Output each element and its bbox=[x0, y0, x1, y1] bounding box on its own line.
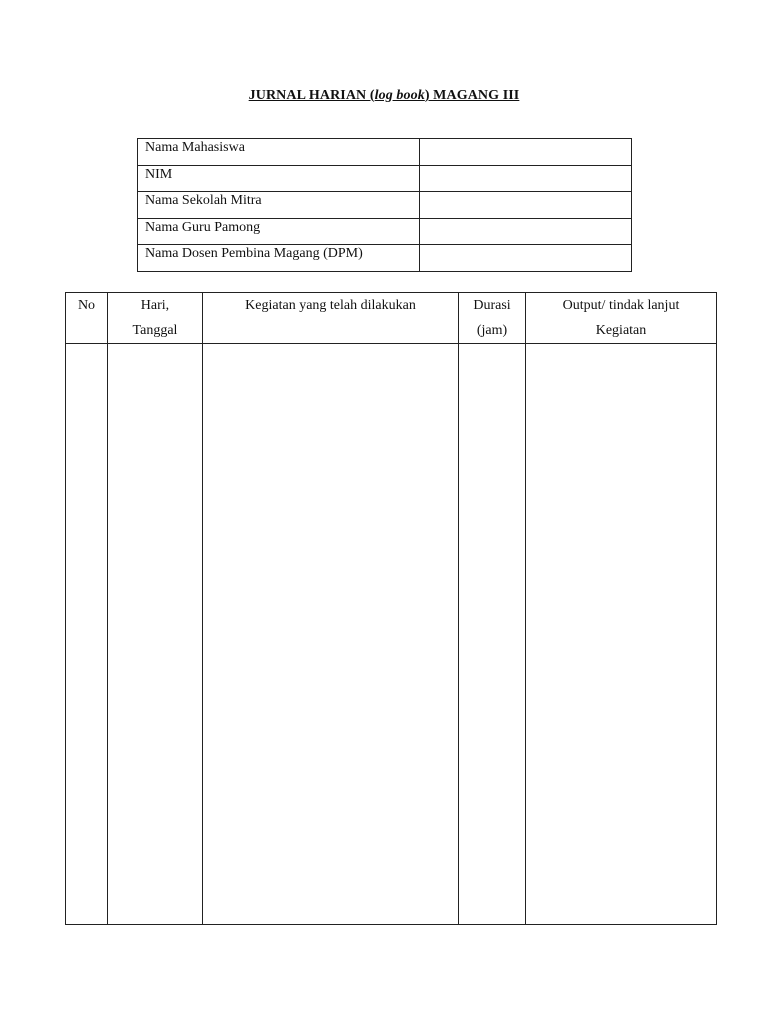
header-output-kegiatan-text: Kegiatan bbox=[595, 323, 647, 338]
logbook-table bbox=[65, 292, 717, 925]
title-italic: log book bbox=[374, 88, 425, 103]
header-output bbox=[526, 293, 717, 344]
title-part-2: ) MAGANG III bbox=[424, 88, 520, 103]
header-hari-text: Hari, bbox=[140, 298, 170, 313]
header-hari-tanggal bbox=[108, 293, 203, 344]
header-kegiatan bbox=[203, 293, 459, 344]
value-guru-pamong[interactable] bbox=[420, 218, 632, 245]
identity-row-guru-pamong bbox=[138, 218, 632, 245]
entry-kegiatan[interactable] bbox=[203, 344, 459, 925]
logbook-header-row bbox=[66, 293, 717, 344]
entry-output[interactable] bbox=[526, 344, 717, 925]
entry-no[interactable] bbox=[66, 344, 108, 925]
identity-row-nim bbox=[138, 165, 632, 192]
header-kegiatan-text: Kegiatan yang telah dilakukan bbox=[245, 298, 416, 313]
label-sekolah-mitra: Nama Sekolah Mitra bbox=[138, 192, 420, 219]
entry-durasi[interactable] bbox=[459, 344, 526, 925]
header-no-text: No bbox=[77, 298, 96, 313]
header-tanggal-text: Tanggal bbox=[132, 323, 178, 338]
label-guru-pamong: Nama Guru Pamong bbox=[138, 218, 420, 245]
value-nim[interactable] bbox=[420, 165, 632, 192]
identity-row-dpm bbox=[138, 245, 632, 272]
header-durasi bbox=[459, 293, 526, 344]
header-jam-text: (jam) bbox=[476, 323, 508, 338]
header-output-text: Output/ tindak lanjut bbox=[562, 298, 680, 313]
label-dpm: Nama Dosen Pembina Magang (DPM) bbox=[138, 245, 420, 272]
document-title bbox=[0, 88, 768, 104]
title-part-1: JURNAL HARIAN ( bbox=[248, 88, 375, 103]
label-nim: NIM bbox=[138, 165, 420, 192]
identity-row-sekolah-mitra bbox=[138, 192, 632, 219]
header-no bbox=[66, 293, 108, 344]
value-sekolah-mitra[interactable] bbox=[420, 192, 632, 219]
header-durasi-text: Durasi bbox=[473, 298, 511, 313]
identity-row-nama-mahasiswa bbox=[138, 139, 632, 166]
logbook-entry-row bbox=[66, 344, 717, 925]
entry-hari-tanggal[interactable] bbox=[108, 344, 203, 925]
identity-table bbox=[137, 138, 632, 272]
value-dpm[interactable] bbox=[420, 245, 632, 272]
label-nama-mahasiswa: Nama Mahasiswa bbox=[138, 139, 420, 166]
value-nama-mahasiswa[interactable] bbox=[420, 139, 632, 166]
